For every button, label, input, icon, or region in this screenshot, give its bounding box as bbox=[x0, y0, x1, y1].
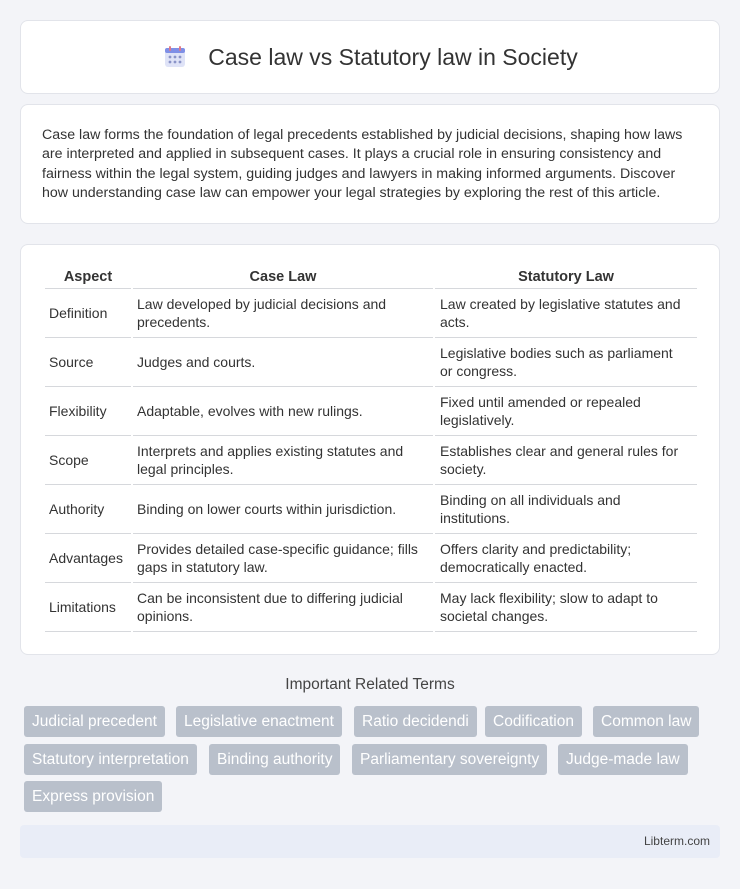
comparison-table bbox=[43, 267, 699, 632]
related-terms-heading: Important Related Terms bbox=[285, 676, 455, 693]
header-statutory-law: Statutory Law bbox=[435, 267, 697, 289]
row-aspect: Flexibility bbox=[45, 387, 131, 436]
table-header-row bbox=[45, 267, 697, 289]
tag-legislative-enactment[interactable]: Legislative enactment bbox=[176, 706, 342, 737]
tag-judicial-precedent[interactable]: Judicial precedent bbox=[24, 706, 165, 737]
table-row bbox=[45, 289, 697, 338]
table-row bbox=[45, 534, 697, 583]
table-row bbox=[45, 485, 697, 534]
row-case-law: Interprets and applies existing statutes and legal principles. bbox=[133, 436, 433, 485]
table-row bbox=[45, 338, 697, 387]
row-statutory-law: Establishes clear and general rules for society. bbox=[435, 436, 697, 485]
row-case-law: Can be inconsistent due to differing judicial opinions. bbox=[133, 583, 433, 632]
table-row bbox=[45, 387, 697, 436]
table-row bbox=[45, 436, 697, 485]
row-statutory-law: Binding on all individuals and institutions. bbox=[435, 485, 697, 534]
intro-paragraph: Case law forms the foundation of legal precedents established by judicial decisions, shaping how laws are interpreted and applied in subsequent cases. It plays a crucial role in ensuring consistency and fairness within the legal system, guiding judges and lawyers in making informed arguments. Discover how understanding case law can empower your legal strategies by exploring the rest of this article. bbox=[42, 127, 683, 202]
tag-express-provision[interactable]: Express provision bbox=[24, 781, 162, 812]
page-title: Case law vs Statutory law in Society bbox=[208, 43, 578, 70]
header-case-law: Case Law bbox=[133, 267, 433, 289]
intro-card bbox=[20, 104, 720, 224]
title-card bbox=[20, 20, 720, 94]
row-case-law: Provides detailed case-specific guidance; fills gaps in statutory law. bbox=[133, 534, 433, 583]
row-case-law: Adaptable, evolves with new rulings. bbox=[133, 387, 433, 436]
row-statutory-law: Fixed until amended or repealed legislatively. bbox=[435, 387, 697, 436]
row-statutory-law: May lack flexibility; slow to adapt to societal changes. bbox=[435, 583, 697, 632]
row-statutory-law: Legislative bodies such as parliament or congress. bbox=[435, 338, 697, 387]
row-case-law: Binding on lower courts within jurisdiction. bbox=[133, 485, 433, 534]
comparison-card bbox=[20, 244, 720, 655]
row-aspect: Source bbox=[45, 338, 131, 387]
tag-ratio-decidendi[interactable]: Ratio decidendi bbox=[354, 706, 477, 737]
row-case-law: Judges and courts. bbox=[133, 338, 433, 387]
tag-codification[interactable]: Codification bbox=[485, 706, 582, 737]
tag-parliamentary-sovereignty[interactable]: Parliamentary sovereignty bbox=[352, 744, 547, 775]
row-aspect: Advantages bbox=[45, 534, 131, 583]
tag-judge-made-law[interactable]: Judge-made law bbox=[558, 744, 688, 775]
tag-binding-authority[interactable]: Binding authority bbox=[209, 744, 340, 775]
tag-common-law[interactable]: Common law bbox=[593, 706, 699, 737]
calendar-grid-icon bbox=[162, 44, 188, 70]
footer-site-link[interactable]: Libterm.com bbox=[643, 834, 710, 848]
row-statutory-law: Offers clarity and predictability; democratically enacted. bbox=[435, 534, 697, 583]
row-statutory-law: Law created by legislative statutes and acts. bbox=[435, 289, 697, 338]
row-aspect: Definition bbox=[45, 289, 131, 338]
row-aspect: Scope bbox=[45, 436, 131, 485]
table-row bbox=[45, 583, 697, 632]
row-case-law: Law developed by judicial decisions and precedents. bbox=[133, 289, 433, 338]
tag-statutory-interpretation[interactable]: Statutory interpretation bbox=[24, 744, 197, 775]
footer bbox=[20, 825, 720, 858]
header-aspect: Aspect bbox=[45, 267, 131, 289]
row-aspect: Limitations bbox=[45, 583, 131, 632]
row-aspect: Authority bbox=[45, 485, 131, 534]
